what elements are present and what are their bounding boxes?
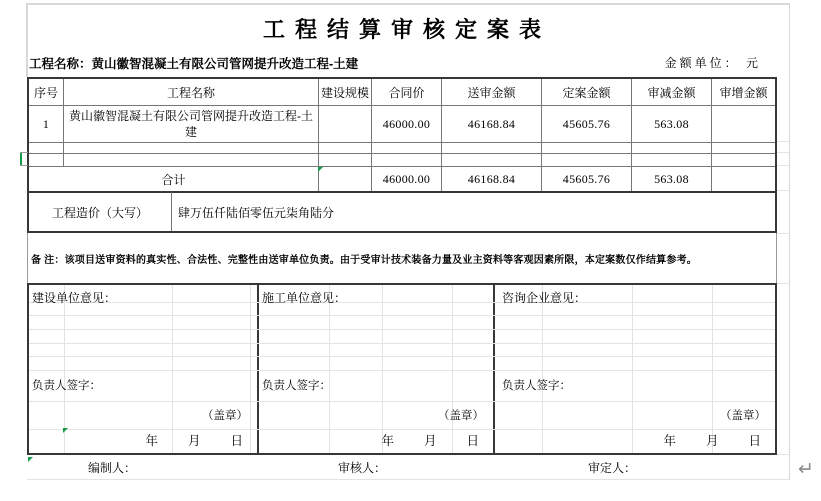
sign-label: 负责人签字： [262,380,331,392]
date-row [495,429,775,451]
empty-cell[interactable] [632,143,712,154]
page-edge-right [789,3,790,480]
date-year-label: 年 [145,434,158,448]
empty-row [29,143,775,154]
empty-cell[interactable] [442,154,542,167]
date-month-label: 月 [705,434,719,448]
faint-gridline [777,454,790,455]
col-header-finalized: 定案金额 [542,79,632,106]
row1-finalized-cell[interactable]: 45605.76 [542,106,632,143]
col-header-contract: 合同价 [372,79,442,106]
empty-cell[interactable] [372,154,442,167]
opinion-col-consultant[interactable] [495,285,775,453]
total-contract-cell[interactable]: 46000.00 [372,167,442,191]
opinion-title: 施工单位意见： [262,291,347,305]
empty-cell[interactable] [712,154,775,167]
reviewer-label: 审核人： [338,461,387,475]
table-header-row [29,79,775,106]
cost-in-words-row [29,191,775,231]
row1-contract-cell[interactable]: 46000.00 [372,106,442,143]
settlement-table [27,77,777,233]
cost-words-label-cell: 工程造价（大写） [29,191,172,231]
empty-cell[interactable] [29,143,64,154]
date-row [259,429,493,451]
date-day-label: 日 [748,434,761,448]
col-header-increased: 审增金额 [712,79,775,106]
empty-cell[interactable] [29,154,64,167]
col-header-scale: 建设规模 [319,79,372,106]
seal-label: （盖章） [438,410,484,422]
col-header-reduced: 审减金额 [632,79,712,106]
empty-cell[interactable] [542,154,632,167]
preparer-label: 编制人： [88,461,137,475]
row1-submitted-cell[interactable]: 46168.84 [442,106,542,143]
row1-reduced-cell[interactable]: 563.08 [632,106,712,143]
opinion-title: 咨询企业意见： [502,291,587,305]
cell-border-segment [20,152,28,153]
row1-name-cell[interactable]: 黄山徽智混凝土有限公司管网提升改造工程-土建 [64,106,319,143]
total-reduced-cell[interactable]: 563.08 [632,167,712,191]
row1-increased-cell[interactable] [712,106,775,143]
cell-flag-icon [318,167,323,172]
note-band [27,233,777,283]
faint-gridline [777,190,790,191]
total-row [29,167,775,191]
selected-cell-edge [20,152,22,165]
opinions-section [27,283,777,455]
total-finalized-cell[interactable]: 45605.76 [542,167,632,191]
date-year-label: 年 [381,434,394,448]
col-header-name: 工程名称 [64,79,319,106]
empty-cell[interactable] [319,154,372,167]
col-header-submitted: 送审金额 [442,79,542,106]
empty-cell[interactable] [542,143,632,154]
empty-row [29,154,775,167]
amount-unit-label: 金额单位： 元 [664,56,761,70]
sign-label: 负责人签字： [32,380,101,392]
total-increased-cell[interactable] [712,167,775,191]
empty-cell[interactable] [712,143,775,154]
page-title: 工程结算审核定案表 [262,16,551,42]
empty-cell[interactable] [442,143,542,154]
opinion-col-contractor[interactable] [259,285,493,453]
total-scale-cell[interactable] [319,167,372,191]
date-month-label: 月 [187,434,201,448]
cost-words-value-cell[interactable]: 肆万伍仟陆佰零伍元柒角陆分 [172,191,775,231]
faint-gridline [777,141,790,142]
cell-border-segment [20,165,28,166]
empty-cell[interactable] [372,143,442,154]
footer-row [27,455,777,480]
page-edge-top [26,3,790,5]
faint-gridline [27,479,790,480]
meta-row [27,48,777,77]
date-month-label: 月 [423,434,437,448]
approver-label: 审定人： [588,461,637,475]
faint-gridline [777,165,790,166]
return-mark-icon: ↵ [798,459,814,480]
empty-cell[interactable] [64,143,319,154]
table-row [29,106,775,143]
date-year-label: 年 [663,434,676,448]
faint-gridline [777,283,790,284]
empty-cell[interactable] [632,154,712,167]
empty-cell[interactable] [319,143,372,154]
sign-label: 负责人签字： [502,380,571,392]
col-header-seq: 序号 [29,79,64,106]
cell-flag-icon [63,428,68,433]
total-submitted-cell[interactable]: 46168.84 [442,167,542,191]
date-day-label: 日 [230,434,243,448]
empty-cell[interactable] [64,154,319,167]
row1-scale-cell[interactable] [319,106,372,143]
seal-label: （盖章） [720,410,766,422]
faint-gridline [777,152,790,153]
row1-seq-cell[interactable]: 1 [29,106,64,143]
project-name-label: 工程名称：黄山徽智混凝土有限公司管网提升改造工程-土建 [29,56,359,71]
opinion-title: 建设单位意见： [32,291,117,305]
faint-gridline [777,233,790,234]
cell-flag-icon [28,457,33,462]
total-label-cell: 合计 [29,167,319,191]
date-day-label: 日 [466,434,479,448]
seal-label: （盖章） [202,410,248,422]
note-text: 备 注：该项目送审资料的真实性、合法性、完整性由送审单位负责。由于受审计技术装备力量及业主资料等客观因素所限，本定案数仅作结算参考。 [31,254,697,266]
